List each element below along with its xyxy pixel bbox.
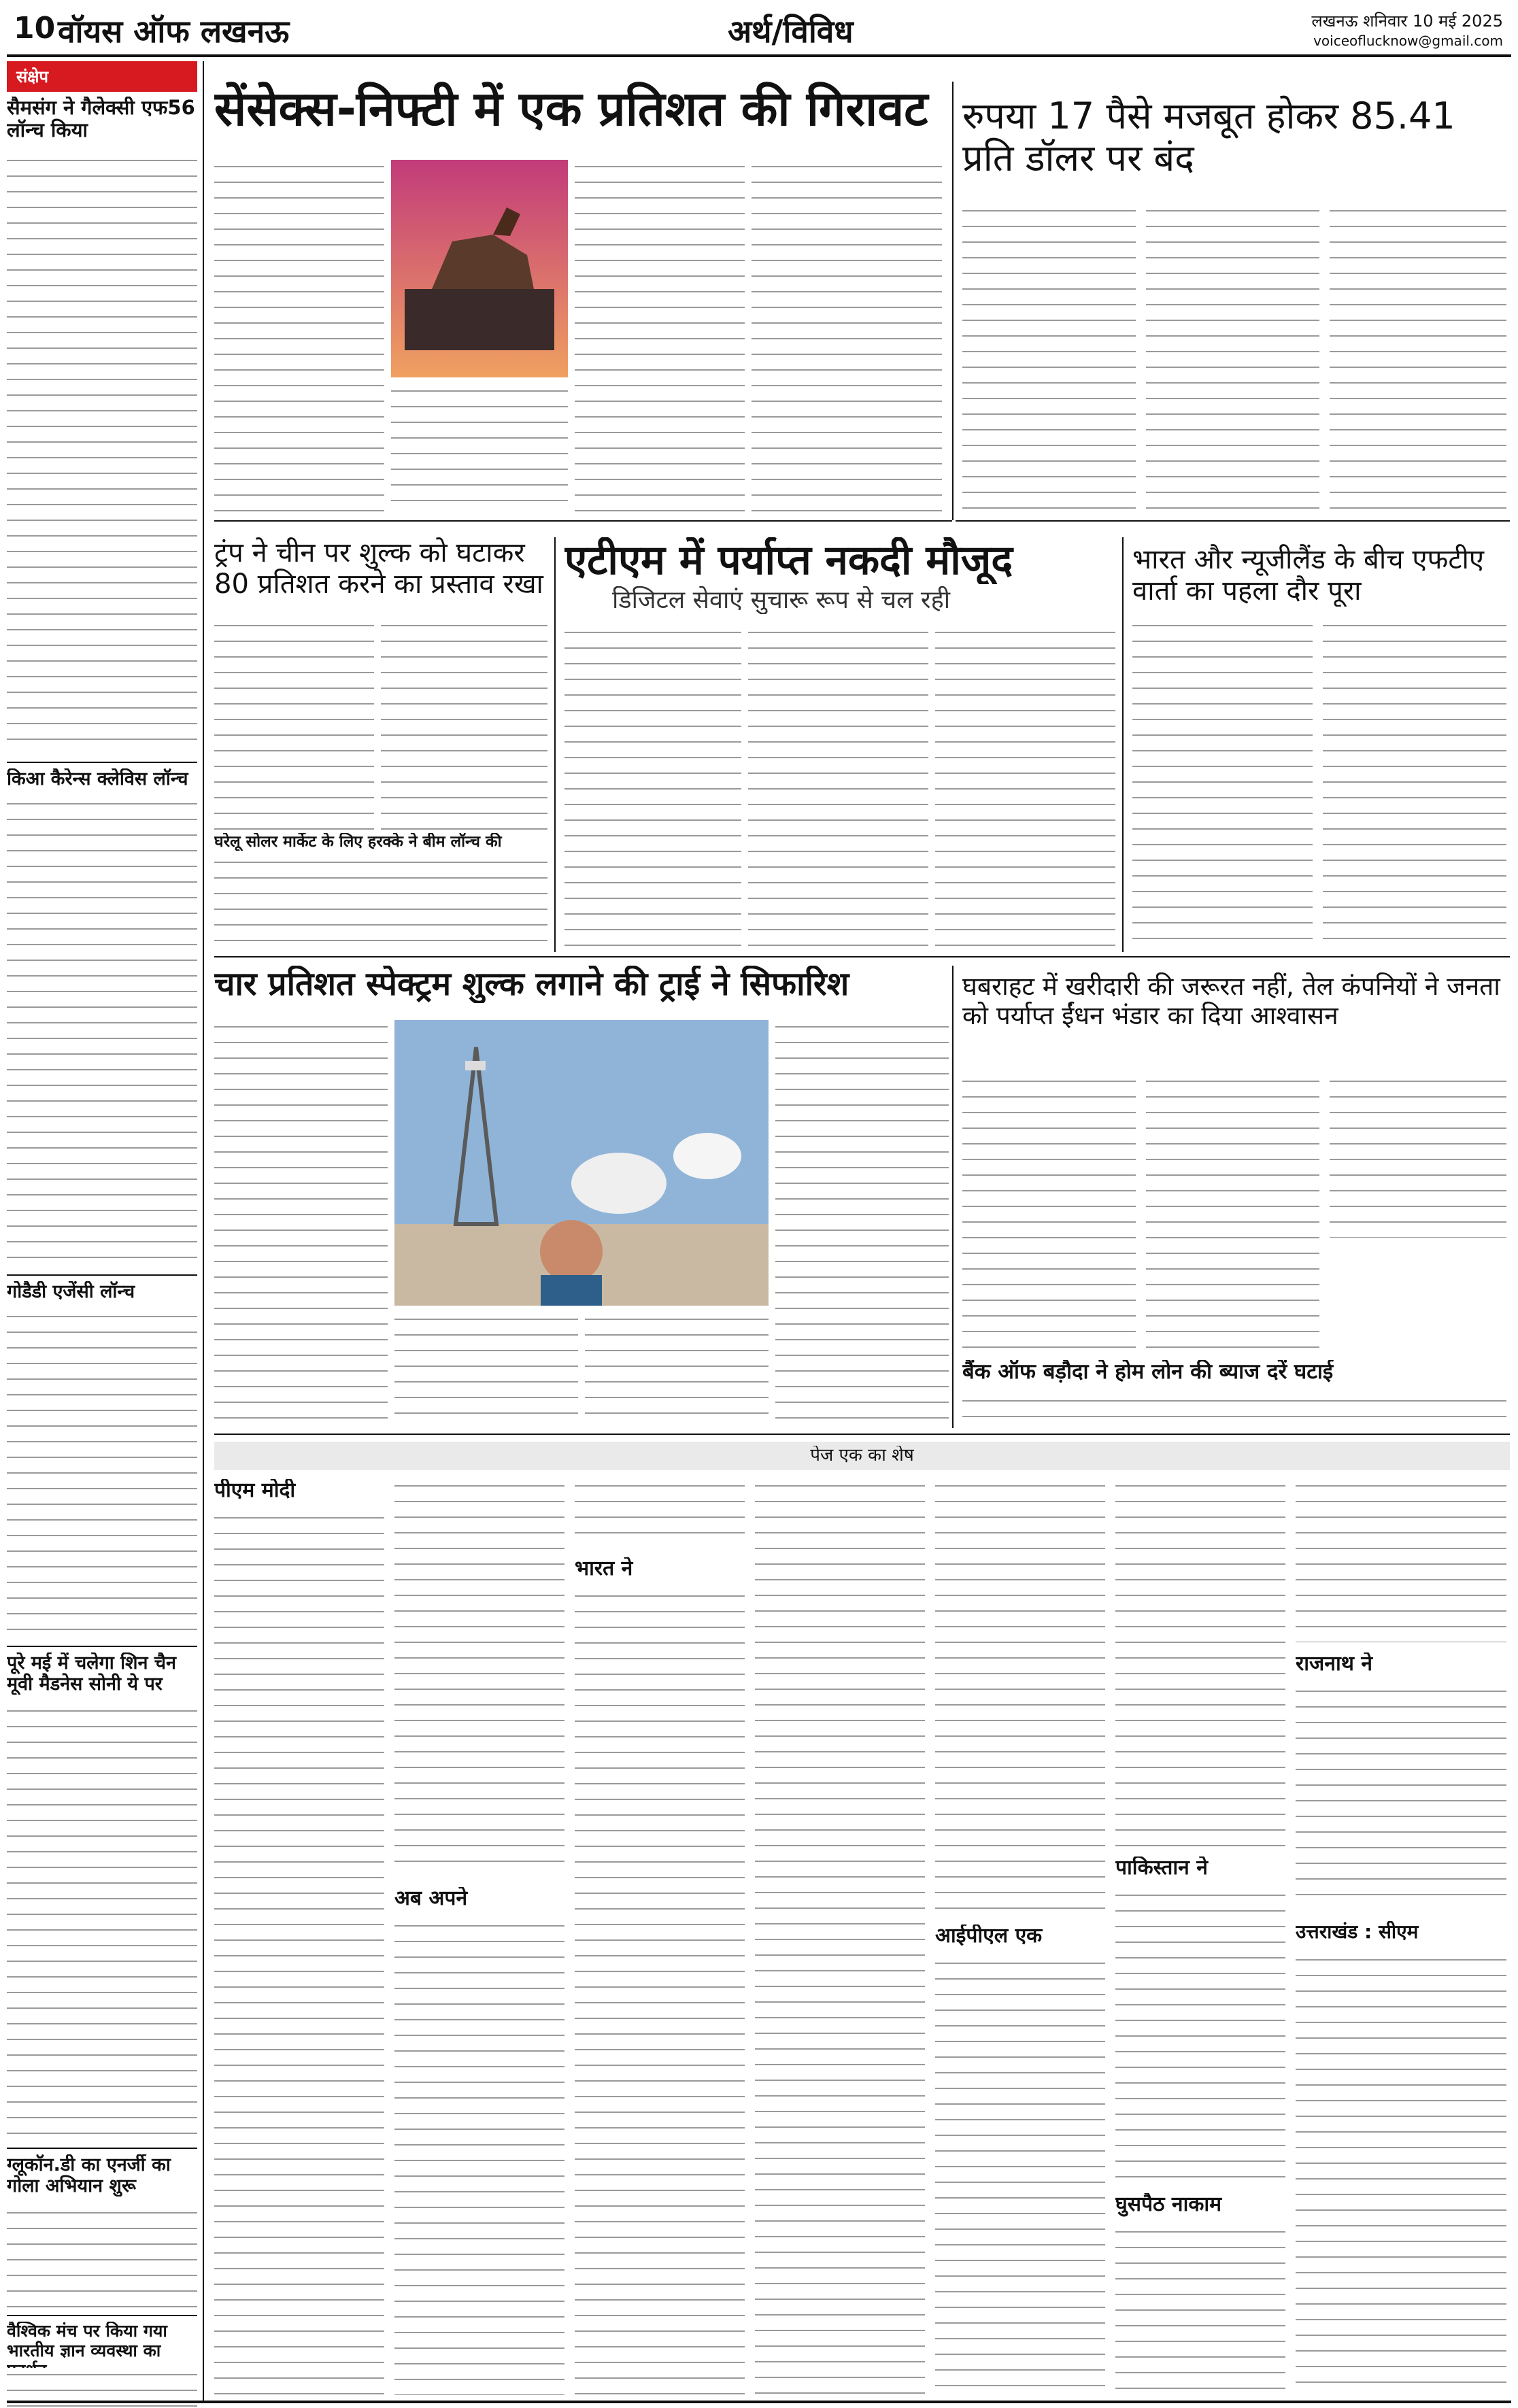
jump-body <box>1296 1684 1506 1909</box>
divider <box>7 2148 197 2149</box>
bull-illustration <box>391 160 568 377</box>
atm-body <box>564 626 741 949</box>
jump-body <box>214 1511 384 2395</box>
divider <box>7 1274 197 1276</box>
column-rule <box>203 61 204 2401</box>
page-number: 10 <box>14 11 56 46</box>
jump-title: राजनाथ ने <box>1296 1652 1372 1676</box>
jump-title: भारत ने <box>575 1557 633 1580</box>
brief-body <box>7 1704 197 2139</box>
website: voiceoflucknow@gmail.com <box>1313 33 1503 49</box>
lead-body <box>391 384 568 513</box>
column-rule <box>1122 537 1124 952</box>
jump-title: घुसपैठ नाकाम <box>1115 2193 1222 2216</box>
lead-body <box>752 160 942 513</box>
trump-body <box>214 619 374 830</box>
brief-tag: संक्षेप <box>7 61 197 92</box>
bob-body <box>962 1394 1506 1428</box>
rupee-body <box>962 204 1136 517</box>
brief-headline: ग्लूकॉन.डी का एनर्जी का गोला अभियान शुरू <box>7 2154 171 2197</box>
trai-body <box>394 1312 578 1428</box>
divider <box>214 520 952 522</box>
bob-headline: बैंक ऑफ बड़ौदा ने होम लोन की ब्याज दरें घटाई <box>962 1360 1334 1384</box>
date-line: लखनऊ शनिवार 10 मई 2025 <box>1311 12 1503 31</box>
brief-headline: सैमसंग ने गैलेक्सी एफ56 लॉन्च किया <box>7 97 195 142</box>
trump-headline: ट्रंप ने चीन पर शुल्क को घटाकर 80 प्रतिशत करने का प्रस्ताव रखा <box>214 537 543 600</box>
brief-headline: वैश्विक मंच पर किया गया भारतीय ज्ञान व्यवस्था का <box>7 2322 167 2360</box>
jump-title: उत्तराखंड : सीएम <box>1296 1921 1419 1943</box>
jump-body <box>755 1479 925 2395</box>
brief-headline: किआ कैरेन्स क्लेविस लॉन्च <box>7 768 188 790</box>
column-rule <box>952 966 954 1428</box>
nz-body <box>1323 619 1506 949</box>
atm-body <box>748 626 928 949</box>
jump-body <box>1115 1479 1285 1846</box>
brief-body <box>7 1310 197 1636</box>
oil-headline: घबराहट में खरीदारी की जरूरत नहीं, तेल कंपनियों ने जनता को पर्याप्त ईंधन भंडार का दिया आश्वासन <box>962 972 1500 1030</box>
rupee-body <box>1330 204 1506 517</box>
trai-body <box>775 1020 949 1428</box>
section-title: अर्थ/विविध <box>728 13 854 50</box>
oil-body <box>962 1074 1136 1360</box>
header-rule <box>7 54 1511 57</box>
divider <box>7 2315 197 2316</box>
footer-rule <box>7 2401 1511 2403</box>
trump-subhead: घरेलू सोलर मार्केट के लिए हरक्के ने बीम लॉन्च की <box>214 833 502 851</box>
lead-headline: सेंसेक्स-निफ्टी में एक प्रतिशत की गिरावट <box>214 82 928 137</box>
jump-body <box>1115 1888 1285 2181</box>
oil-body <box>1146 1074 1319 1360</box>
jump-banner-label: पेज एक का शेष <box>810 1446 914 1465</box>
rupee-headline: रुपया 17 पैसे मजबूत होकर 85.41 प्रति डॉलर पर बंद <box>962 95 1455 180</box>
jump-title: आईपीएल एक <box>935 1924 1043 1948</box>
oil-body <box>1330 1074 1506 1238</box>
nz-headline: भारत और न्यूजीलैंड के बीच एफटीए वार्ता का पहला दौर पूरा <box>1132 544 1484 607</box>
trai-body <box>214 1020 388 1428</box>
divider <box>7 762 197 763</box>
jump-body <box>394 1919 564 2395</box>
nz-body <box>1132 619 1313 949</box>
lead-body <box>214 160 384 513</box>
trump-body <box>381 619 547 830</box>
jump-title: पाकिस्तान ने <box>1115 1856 1208 1880</box>
brief-body <box>7 154 197 752</box>
trai-body <box>585 1312 769 1428</box>
jump-body <box>1115 2225 1285 2395</box>
atm-body <box>935 626 1115 949</box>
divider <box>214 956 1510 957</box>
tower-illustration <box>394 1020 769 1306</box>
atm-subhead: डिजिटल सेवाएं सुचारू रूप से चल रही <box>612 586 951 614</box>
jump-body <box>935 1479 1105 1914</box>
brief-headline: पूरे मई में चलेगा शिन चैन मूवी मैडनेस सोनी ये पर <box>7 1652 177 1695</box>
jump-body <box>1296 1479 1506 1642</box>
paper-name: वॉयस ऑफ लखनऊ <box>58 13 290 50</box>
divider <box>956 520 1510 522</box>
jump-body <box>1296 1953 1506 2395</box>
atm-headline: एटीएम में पर्याप्त नकदी मौजूद <box>564 537 1013 584</box>
telecom-tower-photo <box>394 1020 769 1306</box>
jump-body <box>575 1479 745 1547</box>
column-rule <box>554 537 556 952</box>
column-rule <box>952 82 954 520</box>
divider <box>214 1434 1510 1435</box>
brief-body <box>7 2206 197 2308</box>
jump-body <box>935 1956 1105 2395</box>
jump-body <box>575 1589 745 2395</box>
trump-body <box>214 855 547 949</box>
rupee-body <box>1146 204 1319 517</box>
lead-body <box>575 160 745 513</box>
jump-title: पीएम मोदी <box>214 1479 296 1502</box>
brief-body <box>7 797 197 1266</box>
sensex-bull-photo <box>391 160 568 377</box>
jump-title: अब अपने <box>394 1887 468 1910</box>
jump-body <box>394 1479 564 1873</box>
jump-banner <box>214 1442 1510 1470</box>
divider <box>7 1646 197 1647</box>
trai-headline: चार प्रतिशत स्पेक्ट्रम शुल्क लगाने की ट्राई ने सिफारिश <box>214 966 849 1003</box>
brief-headline: गोडैडी एजेंसी लॉन्च <box>7 1281 135 1302</box>
brief-column <box>7 61 197 2401</box>
